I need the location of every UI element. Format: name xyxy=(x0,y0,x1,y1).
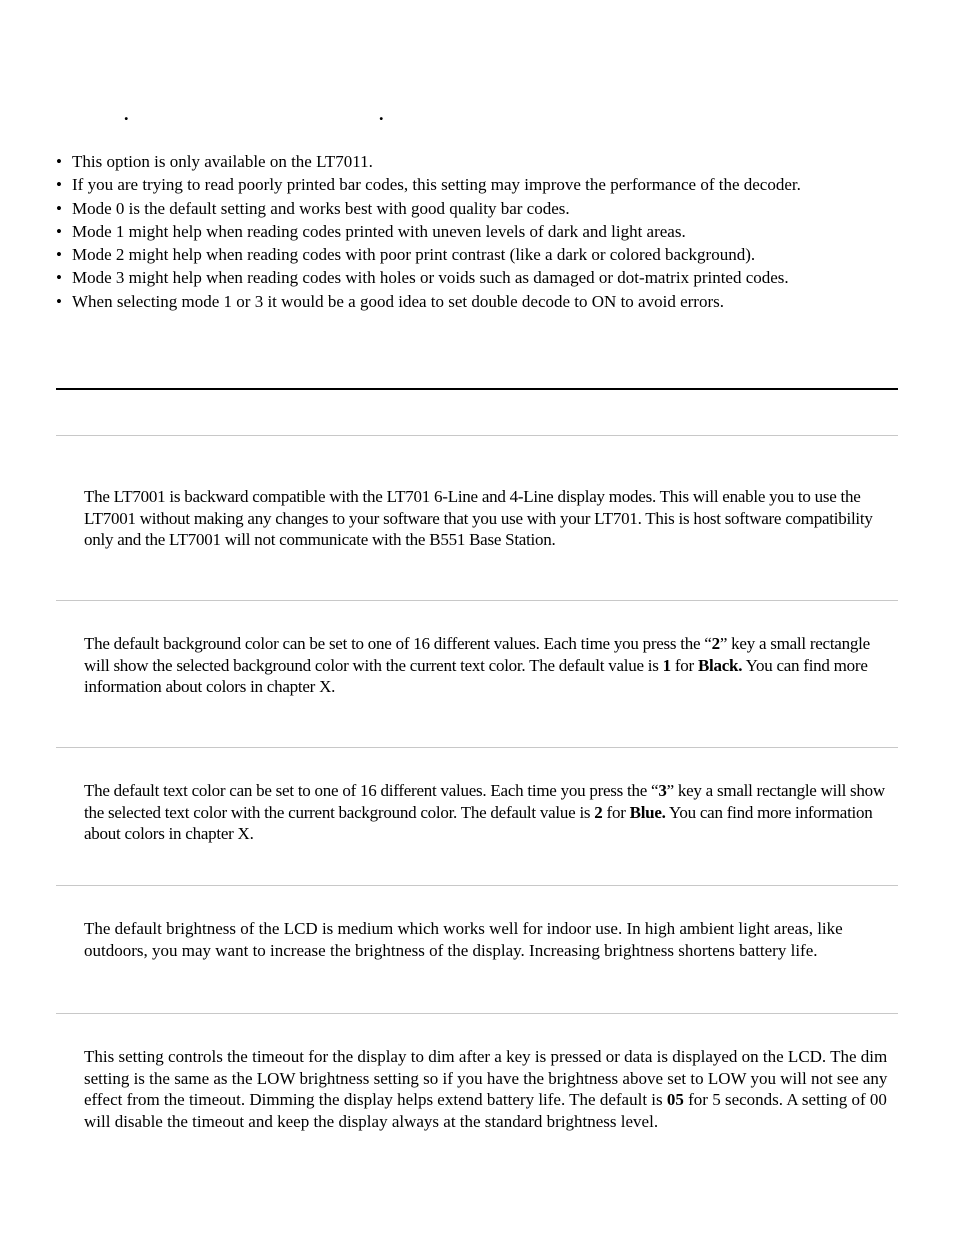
option-notes-list xyxy=(56,150,906,313)
list-item: • When selecting mode 1 or 3 it would be a good idea to set double decode to ON to avoid errors. xyxy=(56,290,906,313)
key-label: 2 xyxy=(711,634,720,653)
list-item: • If you are trying to read poorly printed bar codes, this setting may improve the performance of the decoder. xyxy=(56,173,906,196)
section-divider xyxy=(56,1013,898,1014)
bullet-icon: • xyxy=(56,152,62,171)
default-value: 1 xyxy=(662,655,671,675)
key-label: 3 xyxy=(658,781,667,800)
background-color-description: The default background color can be set to one of 16 different values. Each time you press the “2” key a small rectangle will show the selected background color with the current text color. The default value is 1 for Black. You can find more information about colors in chapter X. xyxy=(84,634,870,697)
default-value: 2 xyxy=(594,802,603,822)
compatibility-description: The LT7001 is backward compatible with the LT701 6-Line and 4-Line display modes. This will enable you to use the LT7001 without making any changes to your software that you use with your LT701. This is host software compatibility only and the LT7001 will not communicate with the B551 Base Station. xyxy=(84,487,873,550)
list-item: • Mode 1 might help when reading codes printed with uneven levels of dark and light areas. xyxy=(56,220,906,243)
brightness-description: The default brightness of the LCD is medium which works well for indoor use. In high ambient light areas, like outdoors, you may want to increase the brightness of the display. Increasing brightness shortens battery life. xyxy=(84,919,843,960)
dim-timeout-description: This setting controls the timeout for the display to dim after a key is pressed or data is displayed on the LCD. The dim setting is the same as the LOW brightness setting so if you have the brightness above set to LOW you will not see any effect from the timeout. Dimming the display helps extend battery life. The default is 05 for 5 seconds. A setting of 00 will disable the timeout and keep the display always at the standard brightness level. xyxy=(84,1047,888,1131)
default-value-name: Blue. xyxy=(629,802,666,822)
list-item: • Mode 3 might help when reading codes with holes or voids such as damaged or dot-matrix printed codes. xyxy=(56,266,906,289)
bullet-icon: • xyxy=(56,291,62,311)
section-divider-major xyxy=(56,388,898,390)
bullet-icon: • xyxy=(56,175,62,195)
section-divider xyxy=(56,600,898,601)
bullet-icon: • xyxy=(56,198,62,218)
bullet-icon: • xyxy=(56,245,62,265)
list-item: • Mode 2 might help when reading codes with poor print contrast (like a dark or colored background). xyxy=(56,243,906,266)
bullet-icon: • xyxy=(56,268,62,288)
bullet-icon: • xyxy=(56,221,62,241)
header-mark-left: . xyxy=(124,104,129,124)
section-divider xyxy=(56,435,898,436)
header-mark-right: . xyxy=(379,104,384,124)
default-value-name: Black. xyxy=(697,655,743,675)
section-divider xyxy=(56,885,898,886)
list-item: • Mode 0 is the default setting and works best with good quality bar codes. xyxy=(56,197,906,220)
default-value: 05 xyxy=(666,1090,684,1110)
section-divider xyxy=(56,747,898,748)
list-item: • This option is only available on the LT7011. xyxy=(56,150,906,173)
text-color-description: The default text color can be set to one of 16 different values. Each time you press the “3” key a small rectangle will show the selected text color with the current background color. The default value is 2 for Blue. You can find more information about colors in chapter X. xyxy=(84,781,885,844)
